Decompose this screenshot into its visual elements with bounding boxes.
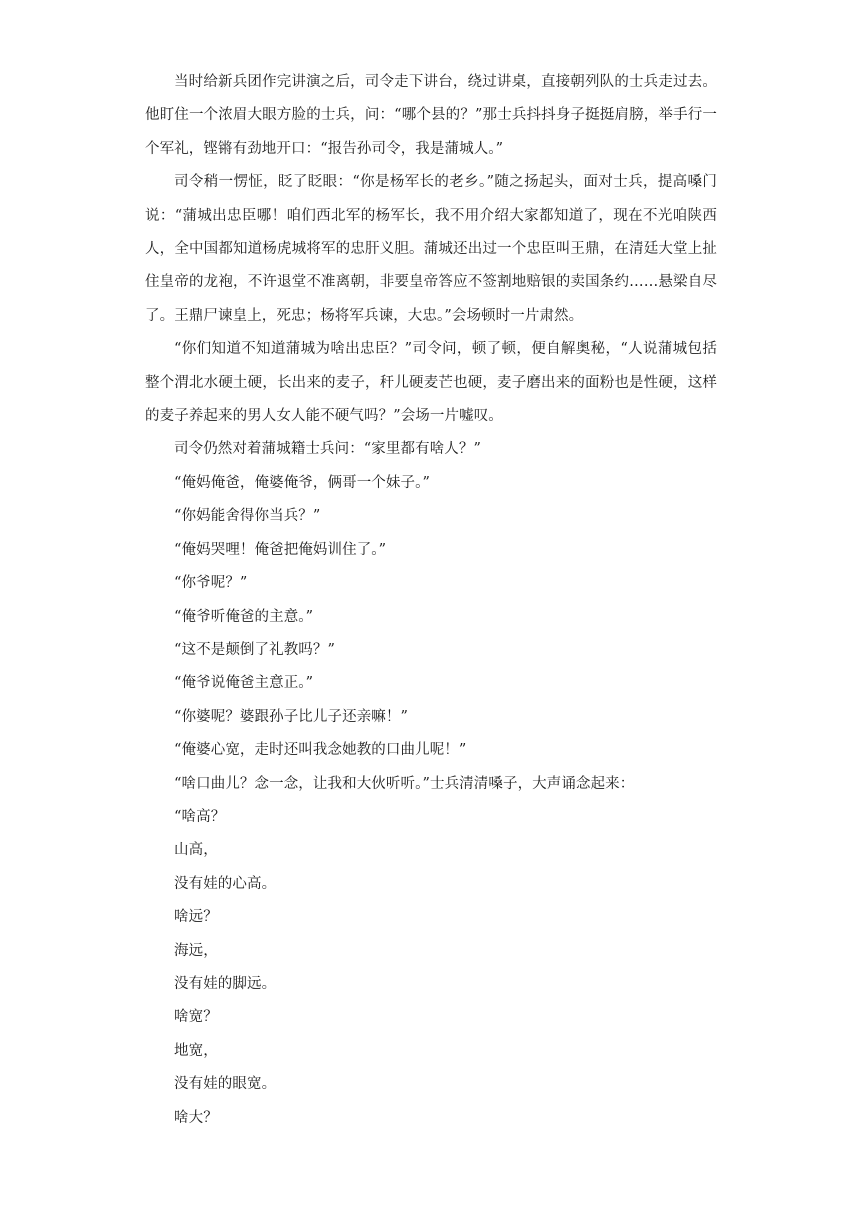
dialogue-line: “你妈能舍得你当兵？” — [174, 508, 321, 525]
verse-line: “啥高？ — [174, 808, 226, 825]
dialogue-line: “俺妈哭哩！俺爸把俺妈训住了。” — [174, 541, 387, 558]
dialogue-line: “啥口曲儿？念一念，让我和大伙听听。”士兵清清嗓子，大声诵念起来： — [174, 775, 635, 792]
dialogue-line: “这不是颠倒了礼教吗？” — [174, 641, 336, 658]
article-body — [145, 66, 717, 1135]
verse-line: 没有娃的心高。 — [174, 875, 277, 892]
paragraph-1: 当时给新兵团作完讲演之后，司令走下讲台，绕过讲桌，直接朝列队的士兵走过去。他盯住一个浓眉大眼方脸的士兵，问：“哪个县的？”那士兵抖抖身子挺挺肩膀，举手行一个军礼，铿锵有劲地开口：“报告孙司令，我是蒲城人。” — [145, 74, 717, 157]
verse-line: 海远， — [174, 942, 218, 959]
dialogue-line: “俺妈俺爸，俺婆俺爷，俩哥一个妹子。” — [174, 474, 430, 491]
paragraph-4: 司令仍然对着蒲城籍士兵问：“家里都有啥人？” — [174, 441, 482, 458]
dialogue-line: “俺婆心宽，走时还叫我念她教的口曲儿呢！” — [174, 742, 467, 759]
verse-line: 地宽， — [174, 1042, 218, 1059]
paragraph-2: 司令稍一愣怔，眨了眨眼：“你是杨军长的老乡。”随之扬起头，面对士兵，提高嗓门说：“蒲城出忠臣哪！咱们西北军的杨军长，我不用介绍大家都知道了，现在不光咱陕西人，全中国都知道杨虎城将军的忠肝义胆。蒲城还出过一个忠臣叫王鼎，在清廷大堂上扯住皇帝的龙袍，不许退堂不准离朝，非要皇帝答应不签割地赔银的卖国条约……悬梁自尽了。王鼎尸谏皇上，死忠；杨将军兵谏，大忠。”会场顿时一片肃然。 — [145, 174, 717, 324]
dialogue-line: “你爷呢？” — [174, 575, 248, 592]
dialogue-line: “你婆呢？婆跟孙子比儿子还亲嘛！” — [174, 708, 409, 725]
verse-line: 没有娃的脚远。 — [174, 975, 277, 992]
dialogue-line: “俺爷听俺爸的主意。” — [174, 608, 314, 625]
verse-line: 啥远？ — [174, 909, 218, 926]
verse-line: 啥大？ — [174, 1109, 218, 1126]
paragraph-3: “你们知道不知道蒲城为啥出忠臣？”司令问，顿了顿，便自解奥秘，“人说蒲城包括整个渭北水硬土硬，长出来的麦子，秆儿硬麦芒也硬，麦子磨出来的面粉也是性硬，这样的麦子养起来的男人女人能不硬气吗？”会场一片嘘叹。 — [145, 341, 717, 425]
verse-line: 啥宽？ — [174, 1009, 218, 1026]
verse-line: 山高， — [174, 842, 218, 859]
verse-line: 没有娃的眼宽。 — [174, 1076, 277, 1093]
dialogue-line: “俺爷说俺爸主意正。” — [174, 675, 314, 692]
